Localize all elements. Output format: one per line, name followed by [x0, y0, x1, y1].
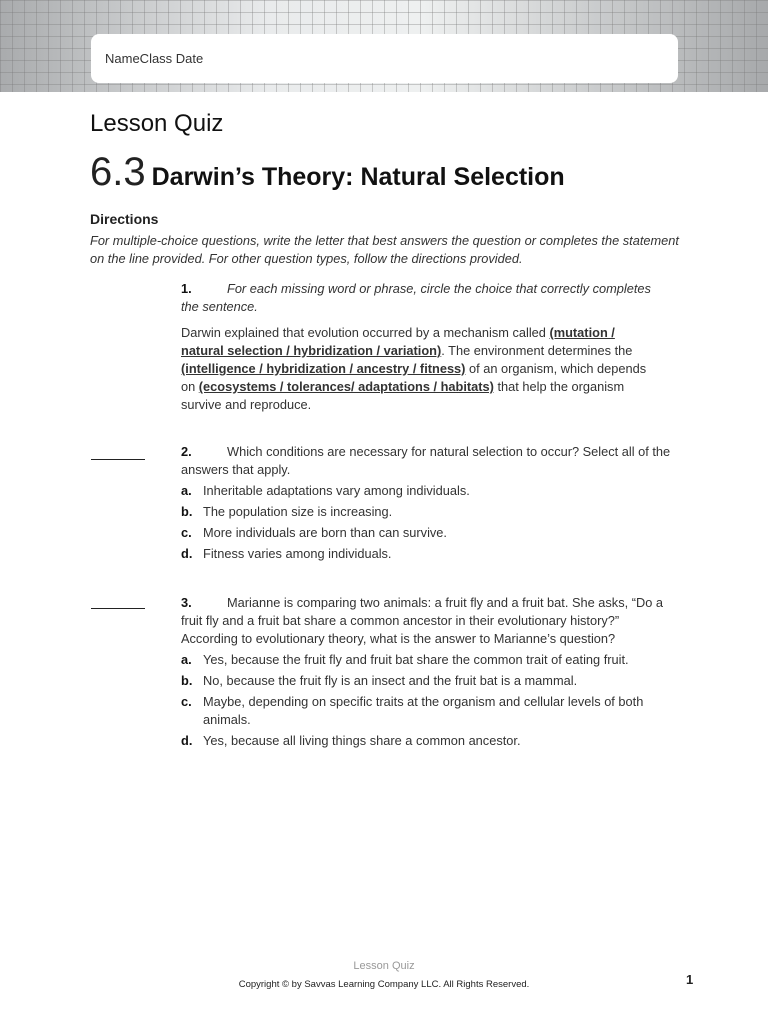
question-number: 3. [181, 595, 192, 610]
option-text: The population size is increasing. [203, 504, 393, 519]
option-text: Fitness varies among individuals. [203, 546, 392, 561]
page-title [90, 150, 565, 195]
option-b[interactable] [181, 503, 671, 521]
page-number: 1 [686, 972, 694, 987]
passage-text: Darwin explained that evolution occurred by a mechanism called [181, 325, 550, 340]
option-d[interactable] [181, 732, 671, 750]
name-class-date-box [91, 34, 678, 83]
answer-line-2[interactable] [91, 459, 145, 460]
option-c[interactable] [181, 693, 651, 729]
option-text: Inheritable adaptations vary among individuals. [203, 483, 470, 498]
question-text: Marianne is comparing two animals: a fruit fly and a fruit bat. She asks, “Do a fruit fly and a fruit bat share a common ancestor in their evolutionary history?” According to evolutionary theory, what is the answer to Marianne’s question? [181, 595, 664, 646]
passage-text: of an organism, which depends on [181, 361, 647, 394]
choice-group-1[interactable]: (mutation / natural selection / hybridization / variation) [181, 325, 615, 358]
directions-heading: Directions [90, 211, 159, 227]
question-number: 2. [181, 444, 192, 459]
footer-copyright: Copyright © by Savvas Learning Company LLC. All Rights Reserved. [238, 979, 530, 990]
option-letter: d. [181, 546, 193, 561]
question-3 [181, 594, 671, 750]
name-class-date-label: NameClass Date [105, 51, 204, 66]
question-text: Which conditions are necessary for natural selection to occur? Select all of the answers that apply. [181, 444, 671, 477]
lesson-label: Lesson Quiz [90, 110, 224, 137]
option-text: Maybe, depending on specific traits at the organism and cellular levels of both animals. [203, 694, 644, 727]
option-text: More individuals are born than can survive. [203, 525, 447, 540]
footer-label: Lesson Quiz [353, 960, 415, 972]
option-text: Yes, because all living things share a common ancestor. [203, 733, 521, 748]
passage-text: that help the organism survive and reproduce. [181, 379, 625, 412]
option-text: No, because the fruit fly is an insect and the fruit bat is a mammal. [203, 673, 578, 688]
directions-text: For multiple-choice questions, write the letter that best answers the question or completes the statement on the line provided. For other question types, follow the directions provided. [90, 233, 679, 266]
title-text: Darwin’s Theory: Natural Selection [151, 163, 565, 191]
question-1-passage [181, 324, 661, 414]
option-a[interactable] [181, 482, 671, 500]
question-instruction: For each missing word or phrase, circle the choice that correctly completes the sentence. [181, 281, 651, 314]
option-d[interactable] [181, 545, 671, 563]
option-letter: c. [181, 694, 192, 709]
option-letter: c. [181, 525, 192, 540]
option-text: Yes, because the fruit fly and fruit bat share the common trait of eating fruit. [203, 652, 629, 667]
question-number: 1. [181, 281, 192, 296]
question-2 [181, 443, 671, 563]
question-1 [181, 280, 661, 414]
option-b[interactable] [181, 672, 671, 690]
option-letter: a. [181, 483, 192, 498]
option-a[interactable] [181, 651, 671, 669]
option-letter: a. [181, 652, 192, 667]
option-letter: b. [181, 673, 193, 688]
section-number: 6.3 [90, 150, 146, 194]
option-c[interactable] [181, 524, 671, 542]
choice-group-2[interactable]: (intelligence / hybridization / ancestry / fitness) [181, 361, 466, 376]
option-letter: d. [181, 733, 193, 748]
choice-group-3[interactable]: (ecosystems / tolerances/ adaptations / habitats) [198, 379, 494, 394]
answer-line-3[interactable] [91, 608, 145, 609]
option-letter: b. [181, 504, 193, 519]
passage-text: . The environment determines the [441, 343, 633, 358]
